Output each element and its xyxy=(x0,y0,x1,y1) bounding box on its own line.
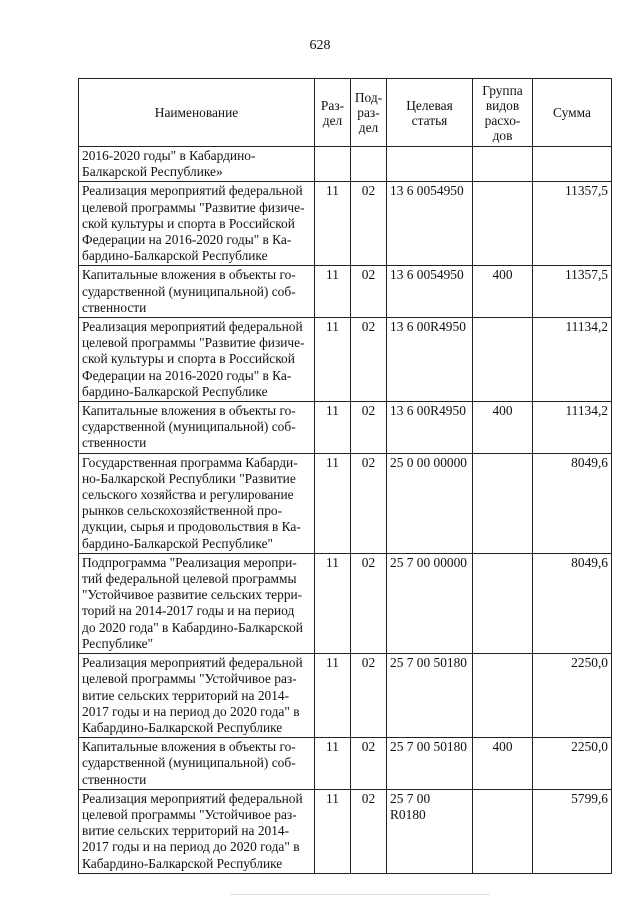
table-row xyxy=(79,553,612,653)
row-name: Капитальные вложения в объекты го-сударственной (муниципальной) соб-ственности xyxy=(79,402,315,454)
row-section: 11 xyxy=(315,402,351,454)
row-subsection: 02 xyxy=(351,654,387,738)
row-amount: 2250,0 xyxy=(533,738,612,790)
row-expense-group xyxy=(473,789,533,873)
row-amount: 11357,5 xyxy=(533,182,612,266)
row-expense-group xyxy=(473,453,533,553)
row-section: 11 xyxy=(315,266,351,318)
row-name: Капитальные вложения в объекты го-сударственной (муниципальной) соб-ственности xyxy=(79,266,315,318)
row-expense-group xyxy=(473,147,533,182)
row-target-article xyxy=(387,147,473,182)
row-section: 11 xyxy=(315,453,351,553)
row-expense-group: 400 xyxy=(473,402,533,454)
row-subsection: 02 xyxy=(351,402,387,454)
row-target-article: 25 7 00 R0180 xyxy=(387,789,473,873)
row-amount: 5799,6 xyxy=(533,789,612,873)
row-name: Государственная программа Кабарди-но-Балкарской Республики "Развитие сельского хозяйства и регулирование рынков сельскохозяйственной про-дукции, сырья и продовольствия в Ка-бардино-Балкарской Республике" xyxy=(79,453,315,553)
row-expense-group: 400 xyxy=(473,738,533,790)
budget-table xyxy=(78,78,612,874)
row-expense-group xyxy=(473,318,533,402)
row-amount: 8049,6 xyxy=(533,553,612,653)
row-name: 2016-2020 годы" в Кабардино-Балкарской Республике» xyxy=(79,147,315,182)
row-target-article: 25 0 00 00000 xyxy=(387,453,473,553)
row-amount: 2250,0 xyxy=(533,654,612,738)
header-amount: Сумма xyxy=(533,79,612,147)
row-expense-group xyxy=(473,654,533,738)
table-row xyxy=(79,453,612,553)
row-amount: 11357,5 xyxy=(533,266,612,318)
row-name: Реализация мероприятий федеральной целевой программы "Развитие физиче-ской культуры и спорта в Российской Федерации на 2016-2020 годы" в Ка-бардино-Балкарской Республике xyxy=(79,182,315,266)
header-row xyxy=(79,79,612,147)
row-expense-group: 400 xyxy=(473,266,533,318)
row-expense-group xyxy=(473,182,533,266)
table-row xyxy=(79,318,612,402)
row-subsection: 02 xyxy=(351,553,387,653)
row-subsection xyxy=(351,147,387,182)
header-subsection: Под-раз-дел xyxy=(351,79,387,147)
row-subsection: 02 xyxy=(351,266,387,318)
row-subsection: 02 xyxy=(351,318,387,402)
row-target-article: 25 7 00 50180 xyxy=(387,654,473,738)
table-row xyxy=(79,654,612,738)
row-target-article: 13 6 0054950 xyxy=(387,266,473,318)
table-row xyxy=(79,266,612,318)
header-section: Раз-дел xyxy=(315,79,351,147)
row-target-article: 25 7 00 00000 xyxy=(387,553,473,653)
row-section: 11 xyxy=(315,553,351,653)
row-amount: 11134,2 xyxy=(533,318,612,402)
header-expense-group: Группа видов расхо-дов xyxy=(473,79,533,147)
row-section: 11 xyxy=(315,654,351,738)
table-row xyxy=(79,147,612,182)
row-name: Подпрограмма "Реализация меропри-тий федеральной целевой программы "Устойчивое развитие сельских терри-торий на 2014-2017 годы и на период до 2020 года" в Кабардино-Балкарской Республике" xyxy=(79,553,315,653)
row-section: 11 xyxy=(315,738,351,790)
row-target-article: 25 7 00 50180 xyxy=(387,738,473,790)
row-expense-group xyxy=(473,553,533,653)
row-target-article: 13 6 00R4950 xyxy=(387,402,473,454)
row-amount: 8049,6 xyxy=(533,453,612,553)
row-subsection: 02 xyxy=(351,182,387,266)
row-subsection: 02 xyxy=(351,738,387,790)
header-target-article: Целевая статья xyxy=(387,79,473,147)
row-section: 11 xyxy=(315,789,351,873)
page-number: 628 xyxy=(309,38,331,53)
row-subsection: 02 xyxy=(351,453,387,553)
row-name: Капитальные вложения в объекты го-сударственной (муниципальной) соб-ственности xyxy=(79,738,315,790)
bottom-scan-line xyxy=(230,894,490,895)
row-amount xyxy=(533,147,612,182)
row-section: 11 xyxy=(315,318,351,402)
row-subsection: 02 xyxy=(351,789,387,873)
row-name: Реализация мероприятий федеральной целевой программы "Развитие физиче-ской культуры и спорта в Российской Федерации на 2016-2020 годы" в Ка-бардино-Балкарской Республике xyxy=(79,318,315,402)
row-target-article: 13 6 00R4950 xyxy=(387,318,473,402)
table-row xyxy=(79,402,612,454)
table-row xyxy=(79,182,612,266)
row-name: Реализация мероприятий федеральной целевой программы "Устойчивое раз-витие сельских территорий на 2014-2017 годы и на период до 2020 года" в Кабардино-Балкарской Республике xyxy=(79,789,315,873)
header-name: Наименование xyxy=(79,79,315,147)
table-row xyxy=(79,738,612,790)
row-name: Реализация мероприятий федеральной целевой программы "Устойчивое раз-витие сельских территорий на 2014-2017 годы и на период до 2020 года" в Кабардино-Балкарской Республике xyxy=(79,654,315,738)
row-section: 11 xyxy=(315,182,351,266)
row-target-article: 13 6 0054950 xyxy=(387,182,473,266)
row-section xyxy=(315,147,351,182)
table-row xyxy=(79,789,612,873)
row-amount: 11134,2 xyxy=(533,402,612,454)
